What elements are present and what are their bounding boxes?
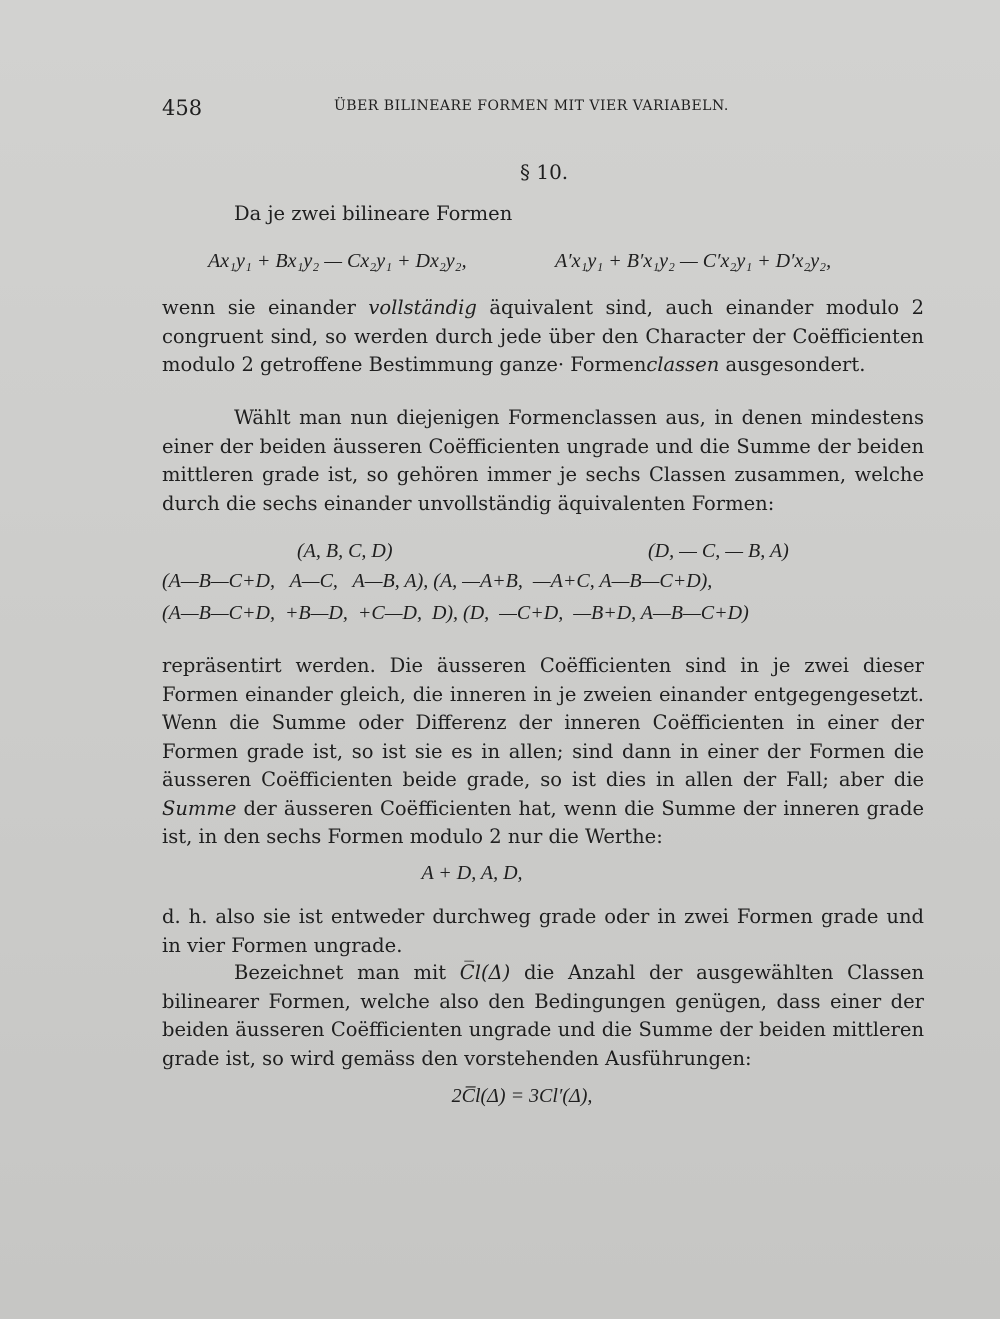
values-formula: A + D, A, D, [421, 862, 523, 884]
paragraph-3 [162, 652, 924, 852]
form-right: A′x₁y₁ + B′x₁y₂ — C′x₂y₁ + D′x₂y₂, [555, 250, 832, 272]
paragraph-4: d. h. also sie ist entweder durchweg grade oder in zwei Formen grade und in vier Formen ungrade. [162, 905, 924, 957]
forms-row1-left: (A, B, C, D) [297, 540, 393, 562]
paragraph-2: Wählt man nun diejenigen Formenclassen aus, in denen mindestens einer der beiden äusseren Coëfficienten ungrade und die Summe der beiden mittleren grade ist, so gehören immer je sechs Classen zusammen, welche durch die sechs einander unvollständig äquivalenten Formen: [162, 406, 924, 515]
p5-pre: Bezeichnet man mit [234, 961, 460, 984]
p1-em-classen: classen [646, 353, 720, 376]
section-heading: § 10. [520, 160, 569, 184]
p5-symbol: C̅l(Δ) [459, 961, 511, 984]
p5-post: die Anzahl der ausgewählten Classen bilinearer Formen, welche also den Bedingungen genügen, dass einer der beiden äusseren Coëfficienten ungrade und die Summe der beiden mittleren grade ist, so wird gemäss den vorstehenden Ausführungen: [162, 961, 925, 1070]
p3-pre: repräsentirt werden. Die äusseren Coëfficienten sind in je zwei dieser Formen einander gleich, die inneren in je zweien einander entgegengesetzt. Wenn die Summe oder Differenz der inneren Coëfficienten in einer der Formen grade ist, so ist sie es in allen; sind dann in einer der Formen die äusseren Coëfficienten beide grade, so ist dies in allen der Fall; aber die [162, 654, 924, 791]
forms-row1-right: (D, — C, — B, A) [648, 540, 789, 562]
paragraph-1 [162, 294, 924, 380]
page-number: 458 [162, 96, 203, 120]
p1-post: ausgesondert. [719, 353, 866, 376]
p1-pre: wenn sie einander [162, 296, 369, 319]
p1-mid: äquivalent sind, auch einander modulo 2 congruent sind, so werden durch jede über den Character der Coëfficienten modulo 2 getroffene Bestimmung ganze· Formen [162, 296, 925, 376]
forms-row3: (A—B—C+D, +B—D, +C—D, D), (D, —C+D, —B+D, A—B—C+D) [162, 602, 749, 624]
page-header [162, 96, 924, 126]
final-formula: 2C̅l(Δ) = 3Cl′(Δ), [451, 1085, 593, 1107]
p3-em-summe: Summe [162, 796, 237, 820]
p3-post: der äusseren Coëfficienten hat, wenn die Summe der inneren grade ist, in den sechs Formen modulo 2 nur die Werthe: [162, 796, 924, 848]
p1-em-vollstaendig: vollständig [368, 296, 477, 319]
running-title: ÜBER BILINEARE FORMEN MIT VIER VARIABELN. [334, 98, 729, 114]
form-left: Ax₁y₁ + Bx₁y₂ — Cx₂y₁ + Dx₂y₂, [208, 250, 467, 272]
intro-line: Da je zwei bilineare Formen [234, 202, 513, 225]
forms-row2: (A—B—C+D, A—C, A—B, A), (A, —A+B, —A+C, A—B—C+D), [162, 570, 713, 592]
paragraph-5 [162, 959, 924, 1073]
